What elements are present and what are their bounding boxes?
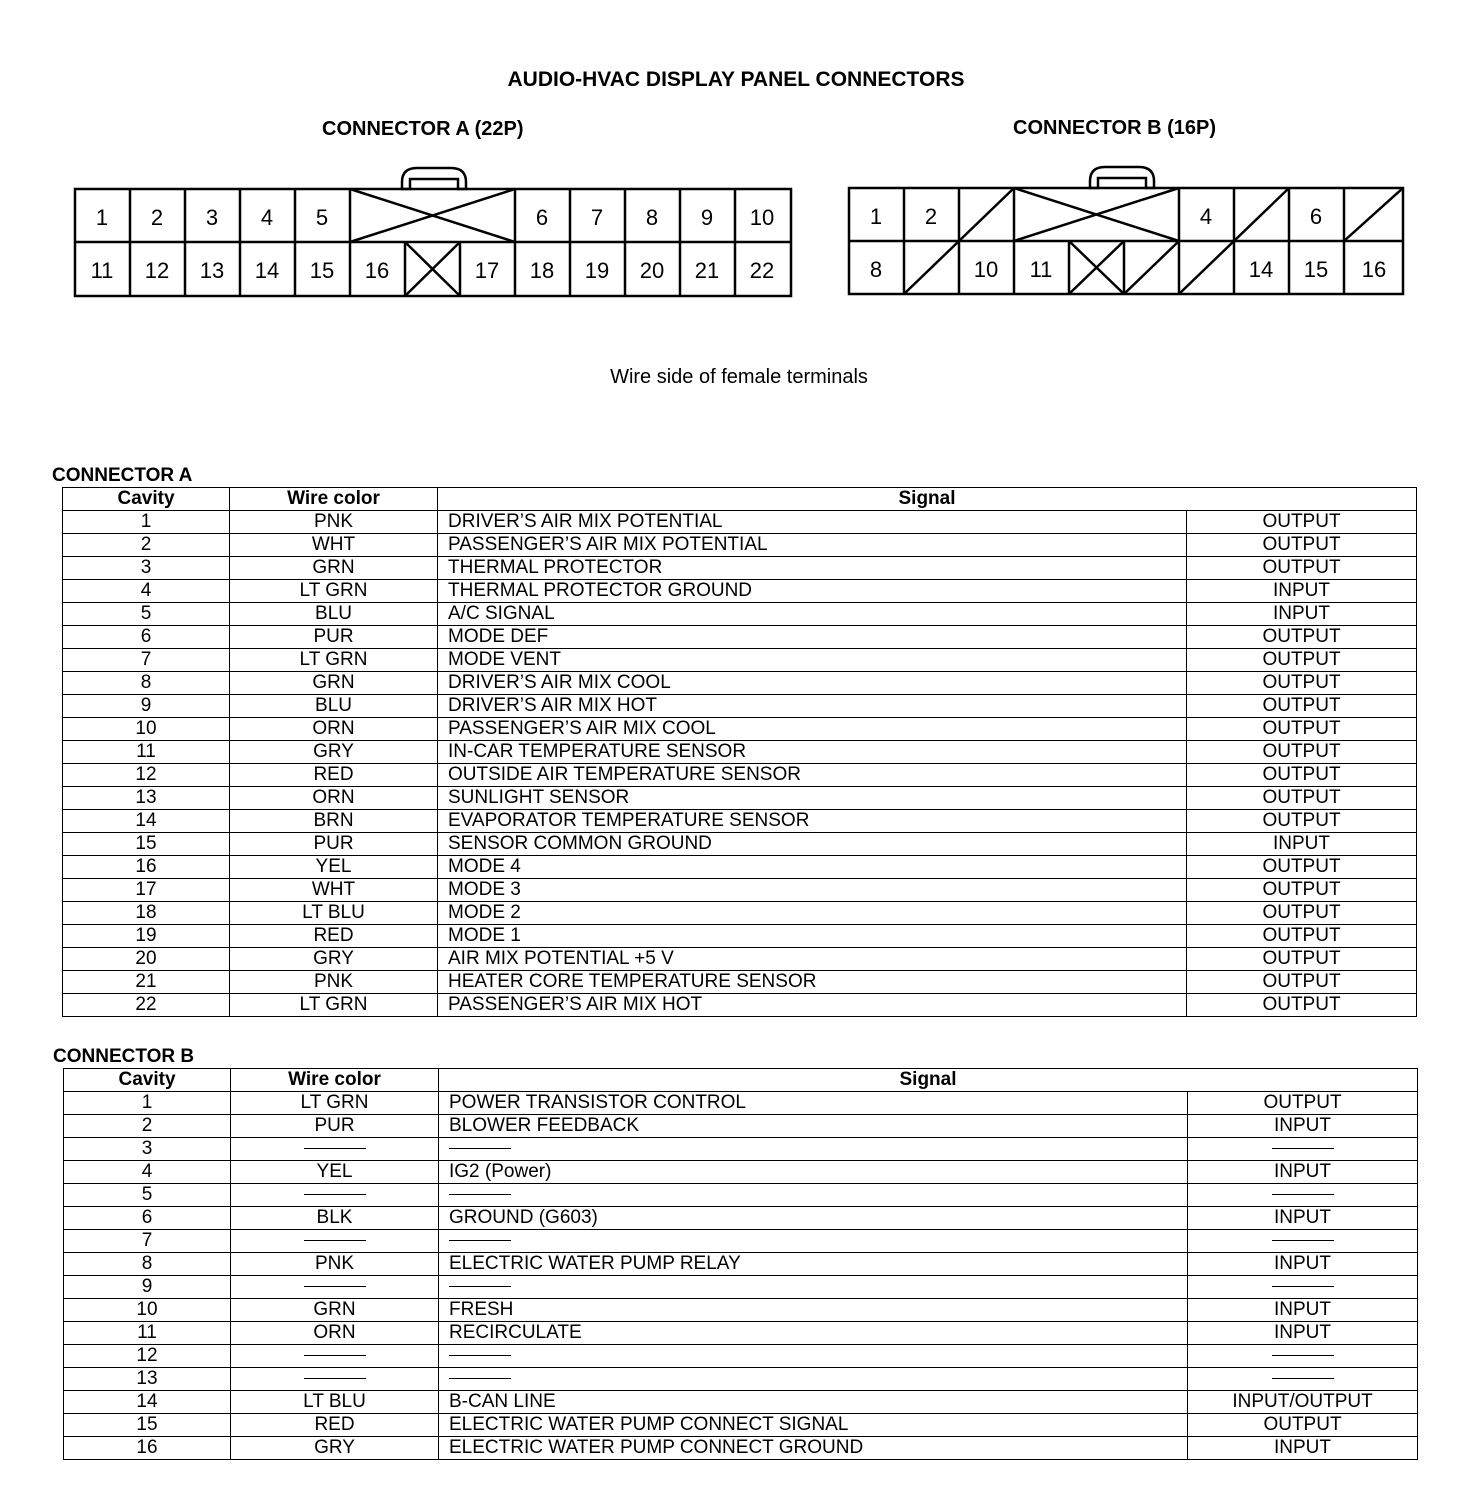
cell-wire-color: ORN	[231, 1322, 439, 1345]
empty-dash	[1272, 1355, 1334, 1356]
cell-direction: INPUT	[1187, 833, 1417, 856]
cell-signal: MODE 2	[438, 902, 1187, 925]
table-row	[63, 925, 1417, 948]
pin-a-17: 17	[474, 258, 500, 283]
cell-cavity: 15	[63, 833, 230, 856]
connector-a-table	[62, 487, 1417, 1017]
empty-dash	[304, 1148, 366, 1149]
cell-wire-color: ORN	[230, 787, 438, 810]
pin-a-12: 12	[144, 258, 170, 283]
cell-direction: INPUT	[1187, 603, 1417, 626]
cell-signal: RECIRCULATE	[439, 1322, 1188, 1345]
table-row	[63, 856, 1417, 879]
cell-cavity: 14	[64, 1391, 231, 1414]
cell-wire-color	[231, 1345, 439, 1368]
cell-wire-color: LT GRN	[230, 994, 438, 1017]
table-row	[64, 1184, 1418, 1207]
cell-signal: AIR MIX POTENTIAL +5 V	[438, 948, 1187, 971]
pin-a-20: 20	[639, 258, 665, 283]
cell-direction: OUTPUT	[1187, 764, 1417, 787]
cell-cavity: 22	[63, 994, 230, 1017]
table-row	[64, 1437, 1418, 1460]
cell-wire-color: PNK	[230, 971, 438, 994]
pin-a-2: 2	[150, 205, 164, 230]
cell-wire-color: PUR	[231, 1115, 439, 1138]
cell-cavity: 1	[63, 511, 230, 534]
cell-cavity: 16	[63, 856, 230, 879]
cell-signal: ELECTRIC WATER PUMP CONNECT SIGNAL	[439, 1414, 1188, 1437]
table-row	[64, 1299, 1418, 1322]
header-signal: Signal	[439, 1069, 1418, 1092]
table-row	[64, 1345, 1418, 1368]
table-row	[64, 1253, 1418, 1276]
cell-signal: DRIVER’S AIR MIX POTENTIAL	[438, 511, 1187, 534]
cell-direction: OUTPUT	[1187, 741, 1417, 764]
cell-direction	[1188, 1276, 1418, 1299]
table-a-label: CONNECTOR A	[52, 465, 193, 486]
table-row	[63, 695, 1417, 718]
cell-signal	[439, 1345, 1188, 1368]
header-wire-color: Wire color	[231, 1069, 439, 1092]
cell-direction: OUTPUT	[1188, 1092, 1418, 1115]
cell-cavity: 9	[63, 695, 230, 718]
cell-direction: INPUT	[1188, 1437, 1418, 1460]
cell-cavity: 4	[63, 580, 230, 603]
pin-b-14: 14	[1248, 257, 1274, 282]
table-row	[63, 787, 1417, 810]
pin-b-10: 10	[973, 257, 999, 282]
table-row	[63, 994, 1417, 1017]
cell-signal: THERMAL PROTECTOR	[438, 557, 1187, 580]
cell-wire-color: GRY	[230, 741, 438, 764]
cell-cavity: 1	[64, 1092, 231, 1115]
cell-signal: BLOWER FEEDBACK	[439, 1115, 1188, 1138]
cell-signal: A/C SIGNAL	[438, 603, 1187, 626]
cell-direction: OUTPUT	[1187, 718, 1417, 741]
table-row	[63, 971, 1417, 994]
cell-signal: DRIVER’S AIR MIX COOL	[438, 672, 1187, 695]
cell-direction: OUTPUT	[1187, 695, 1417, 718]
cell-wire-color: LT GRN	[230, 649, 438, 672]
table-row	[64, 1161, 1418, 1184]
cell-wire-color: YEL	[231, 1161, 439, 1184]
cell-wire-color: PNK	[231, 1253, 439, 1276]
table-row	[63, 511, 1417, 534]
cell-wire-color: BLU	[230, 695, 438, 718]
cell-wire-color: GRN	[230, 672, 438, 695]
cell-direction: OUTPUT	[1187, 810, 1417, 833]
empty-dash	[304, 1194, 366, 1195]
empty-dash	[304, 1355, 366, 1356]
pin-a-16: 16	[364, 258, 390, 283]
cell-cavity: 12	[64, 1345, 231, 1368]
table-row	[64, 1368, 1418, 1391]
cell-cavity: 21	[63, 971, 230, 994]
pin-a-6: 6	[535, 205, 549, 230]
cell-wire-color: WHT	[230, 879, 438, 902]
cell-signal	[439, 1138, 1188, 1161]
cell-cavity: 3	[63, 557, 230, 580]
cell-wire-color: GRN	[231, 1299, 439, 1322]
cell-signal: MODE DEF	[438, 626, 1187, 649]
pin-a-5: 5	[315, 205, 329, 230]
cell-cavity: 5	[63, 603, 230, 626]
pin-a-13: 13	[199, 258, 225, 283]
header-cavity: Cavity	[63, 488, 230, 511]
cell-direction: OUTPUT	[1187, 902, 1417, 925]
cell-wire-color: RED	[231, 1414, 439, 1437]
cell-direction	[1188, 1184, 1418, 1207]
cell-cavity: 13	[64, 1368, 231, 1391]
cell-wire-color: LT GRN	[230, 580, 438, 603]
pin-a-11: 11	[90, 258, 114, 283]
cell-signal: POWER TRANSISTOR CONTROL	[439, 1092, 1188, 1115]
cell-wire-color	[231, 1276, 439, 1299]
cell-cavity: 11	[63, 741, 230, 764]
cell-signal: OUTSIDE AIR TEMPERATURE SENSOR	[438, 764, 1187, 787]
table-row	[64, 1092, 1418, 1115]
cell-cavity: 4	[64, 1161, 231, 1184]
empty-dash	[304, 1286, 366, 1287]
table-row	[64, 1207, 1418, 1230]
pin-a-7: 7	[590, 205, 604, 230]
cell-cavity: 20	[63, 948, 230, 971]
cell-signal: B-CAN LINE	[439, 1391, 1188, 1414]
cell-signal: MODE 4	[438, 856, 1187, 879]
cell-wire-color: ORN	[230, 718, 438, 741]
connector-b-table	[63, 1068, 1418, 1460]
cell-cavity: 9	[64, 1276, 231, 1299]
empty-dash	[449, 1286, 511, 1287]
cell-direction: OUTPUT	[1187, 994, 1417, 1017]
cell-direction: INPUT	[1188, 1253, 1418, 1276]
cell-cavity: 17	[63, 879, 230, 902]
header-cavity: Cavity	[64, 1069, 231, 1092]
pin-b-16: 16	[1361, 257, 1387, 282]
table-b-label: CONNECTOR B	[53, 1046, 195, 1067]
empty-dash	[449, 1148, 511, 1149]
table-row	[63, 902, 1417, 925]
cell-cavity: 6	[64, 1207, 231, 1230]
cell-signal: HEATER CORE TEMPERATURE SENSOR	[438, 971, 1187, 994]
cell-wire-color: GRY	[231, 1437, 439, 1460]
pin-b-11: 11	[1029, 257, 1053, 282]
cell-cavity: 19	[63, 925, 230, 948]
empty-dash	[449, 1240, 511, 1241]
cell-direction: OUTPUT	[1187, 534, 1417, 557]
connector-a-latch	[402, 168, 466, 189]
table-row	[63, 833, 1417, 856]
empty-dash	[449, 1355, 511, 1356]
table-header-row	[64, 1069, 1418, 1092]
cell-cavity: 3	[64, 1138, 231, 1161]
cell-signal	[439, 1184, 1188, 1207]
cell-wire-color: GRN	[230, 557, 438, 580]
pin-a-8: 8	[645, 205, 659, 230]
cell-direction: OUTPUT	[1187, 626, 1417, 649]
cell-direction: OUTPUT	[1187, 948, 1417, 971]
pin-b-2: 2	[924, 204, 938, 229]
cell-direction: OUTPUT	[1187, 856, 1417, 879]
cell-signal: ELECTRIC WATER PUMP CONNECT GROUND	[439, 1437, 1188, 1460]
table-row	[64, 1414, 1418, 1437]
table-row	[63, 948, 1417, 971]
cell-signal	[439, 1276, 1188, 1299]
cell-cavity: 12	[63, 764, 230, 787]
cell-wire-color: PUR	[230, 626, 438, 649]
empty-dash	[1272, 1240, 1334, 1241]
cell-direction: INPUT	[1188, 1207, 1418, 1230]
header-wire-color: Wire color	[230, 488, 438, 511]
cell-wire-color	[231, 1138, 439, 1161]
cell-direction: OUTPUT	[1187, 649, 1417, 672]
diagram-caption: Wire side of female terminals	[610, 366, 868, 388]
cell-direction: OUTPUT	[1188, 1414, 1418, 1437]
header-signal: Signal	[438, 488, 1417, 511]
connector-b-diagram	[846, 156, 1408, 300]
cell-cavity: 8	[64, 1253, 231, 1276]
cell-wire-color: GRY	[230, 948, 438, 971]
cell-signal: SUNLIGHT SENSOR	[438, 787, 1187, 810]
pin-b-8: 8	[869, 257, 883, 282]
cell-direction	[1188, 1138, 1418, 1161]
cell-signal: DRIVER’S AIR MIX HOT	[438, 695, 1187, 718]
pin-a-15: 15	[309, 258, 335, 283]
empty-dash	[1272, 1194, 1334, 1195]
pin-b-15: 15	[1303, 257, 1329, 282]
cell-wire-color: WHT	[230, 534, 438, 557]
table-row	[64, 1230, 1418, 1253]
cell-signal: PASSENGER’S AIR MIX COOL	[438, 718, 1187, 741]
cell-signal	[439, 1230, 1188, 1253]
pin-a-21: 21	[694, 258, 720, 283]
table-row	[63, 557, 1417, 580]
cell-direction	[1188, 1230, 1418, 1253]
pin-a-4: 4	[260, 205, 274, 230]
connector-b-title: CONNECTOR B (16P)	[1013, 117, 1216, 139]
cell-direction: INPUT	[1188, 1299, 1418, 1322]
table-row	[63, 764, 1417, 787]
cell-signal: SENSOR COMMON GROUND	[438, 833, 1187, 856]
table-row	[63, 603, 1417, 626]
cell-direction	[1188, 1368, 1418, 1391]
table-row	[63, 534, 1417, 557]
pin-a-18: 18	[529, 258, 555, 283]
cell-signal: THERMAL PROTECTOR GROUND	[438, 580, 1187, 603]
cell-cavity: 8	[63, 672, 230, 695]
table-row	[64, 1322, 1418, 1345]
connector-b-latch	[1090, 167, 1154, 188]
pin-a-22: 22	[749, 258, 775, 283]
pin-a-10: 10	[749, 205, 775, 230]
cell-direction: INPUT	[1188, 1161, 1418, 1184]
empty-dash	[304, 1240, 366, 1241]
cell-cavity: 7	[64, 1230, 231, 1253]
empty-dash	[304, 1378, 366, 1379]
empty-dash	[449, 1194, 511, 1195]
pin-a-9: 9	[700, 205, 714, 230]
cell-cavity: 11	[64, 1322, 231, 1345]
cell-direction: INPUT	[1187, 580, 1417, 603]
cell-wire-color: YEL	[230, 856, 438, 879]
pin-b-4: 4	[1199, 204, 1213, 229]
table-row	[64, 1138, 1418, 1161]
cell-cavity: 5	[64, 1184, 231, 1207]
cell-signal: PASSENGER’S AIR MIX HOT	[438, 994, 1187, 1017]
table-row	[63, 649, 1417, 672]
table-row	[63, 741, 1417, 764]
table-row	[63, 672, 1417, 695]
cell-cavity: 7	[63, 649, 230, 672]
cell-wire-color: LT BLU	[231, 1391, 439, 1414]
empty-dash	[1272, 1378, 1334, 1379]
empty-dash	[1272, 1286, 1334, 1287]
pin-a-1: 1	[95, 205, 109, 230]
table-row	[63, 879, 1417, 902]
cell-direction: OUTPUT	[1187, 557, 1417, 580]
cell-signal: FRESH	[439, 1299, 1188, 1322]
cell-cavity: 10	[63, 718, 230, 741]
cell-signal: MODE VENT	[438, 649, 1187, 672]
cell-wire-color: BLK	[231, 1207, 439, 1230]
cell-wire-color: PUR	[230, 833, 438, 856]
cell-wire-color: LT GRN	[231, 1092, 439, 1115]
cell-wire-color: LT BLU	[230, 902, 438, 925]
cell-cavity: 6	[63, 626, 230, 649]
table-row	[63, 580, 1417, 603]
empty-dash	[1272, 1148, 1334, 1149]
pin-a-14: 14	[254, 258, 280, 283]
cell-cavity: 14	[63, 810, 230, 833]
cell-direction: INPUT/OUTPUT	[1188, 1391, 1418, 1414]
cell-direction: OUTPUT	[1187, 672, 1417, 695]
pin-a-3: 3	[205, 205, 219, 230]
cell-wire-color: BRN	[230, 810, 438, 833]
cell-wire-color: BLU	[230, 603, 438, 626]
empty-dash	[449, 1378, 511, 1379]
cell-wire-color	[231, 1368, 439, 1391]
cell-direction	[1188, 1345, 1418, 1368]
connector-a-diagram	[72, 158, 796, 300]
pin-b-6: 6	[1309, 204, 1323, 229]
cell-cavity: 13	[63, 787, 230, 810]
table-row	[64, 1276, 1418, 1299]
cell-wire-color: PNK	[230, 511, 438, 534]
pin-a-19: 19	[584, 258, 610, 283]
cell-cavity: 2	[64, 1115, 231, 1138]
cell-signal: GROUND (G603)	[439, 1207, 1188, 1230]
cell-wire-color: RED	[230, 764, 438, 787]
cell-signal: MODE 3	[438, 879, 1187, 902]
pin-b-1: 1	[869, 204, 883, 229]
cell-direction: OUTPUT	[1187, 925, 1417, 948]
cell-cavity: 2	[63, 534, 230, 557]
cell-signal: MODE 1	[438, 925, 1187, 948]
cell-wire-color	[231, 1230, 439, 1253]
cell-wire-color	[231, 1184, 439, 1207]
cell-signal: ELECTRIC WATER PUMP RELAY	[439, 1253, 1188, 1276]
cell-cavity: 16	[64, 1437, 231, 1460]
cell-direction: OUTPUT	[1187, 511, 1417, 534]
cell-signal: EVAPORATOR TEMPERATURE SENSOR	[438, 810, 1187, 833]
cell-cavity: 15	[64, 1414, 231, 1437]
cell-direction: OUTPUT	[1187, 787, 1417, 810]
page-title: AUDIO-HVAC DISPLAY PANEL CONNECTORS	[507, 68, 965, 91]
table-header-row	[63, 488, 1417, 511]
table-row	[64, 1115, 1418, 1138]
table-row	[63, 810, 1417, 833]
cell-signal	[439, 1368, 1188, 1391]
cell-wire-color: RED	[230, 925, 438, 948]
cell-signal: PASSENGER’S AIR MIX POTENTIAL	[438, 534, 1187, 557]
cell-direction: OUTPUT	[1187, 971, 1417, 994]
connector-a-title: CONNECTOR A (22P)	[322, 118, 524, 140]
cell-signal: IG2 (Power)	[439, 1161, 1188, 1184]
cell-direction: INPUT	[1188, 1322, 1418, 1345]
cell-cavity: 18	[63, 902, 230, 925]
table-row	[63, 718, 1417, 741]
table-row	[63, 626, 1417, 649]
cell-direction: INPUT	[1188, 1115, 1418, 1138]
cell-cavity: 10	[64, 1299, 231, 1322]
cell-direction: OUTPUT	[1187, 879, 1417, 902]
cell-signal: IN-CAR TEMPERATURE SENSOR	[438, 741, 1187, 764]
table-row	[64, 1391, 1418, 1414]
